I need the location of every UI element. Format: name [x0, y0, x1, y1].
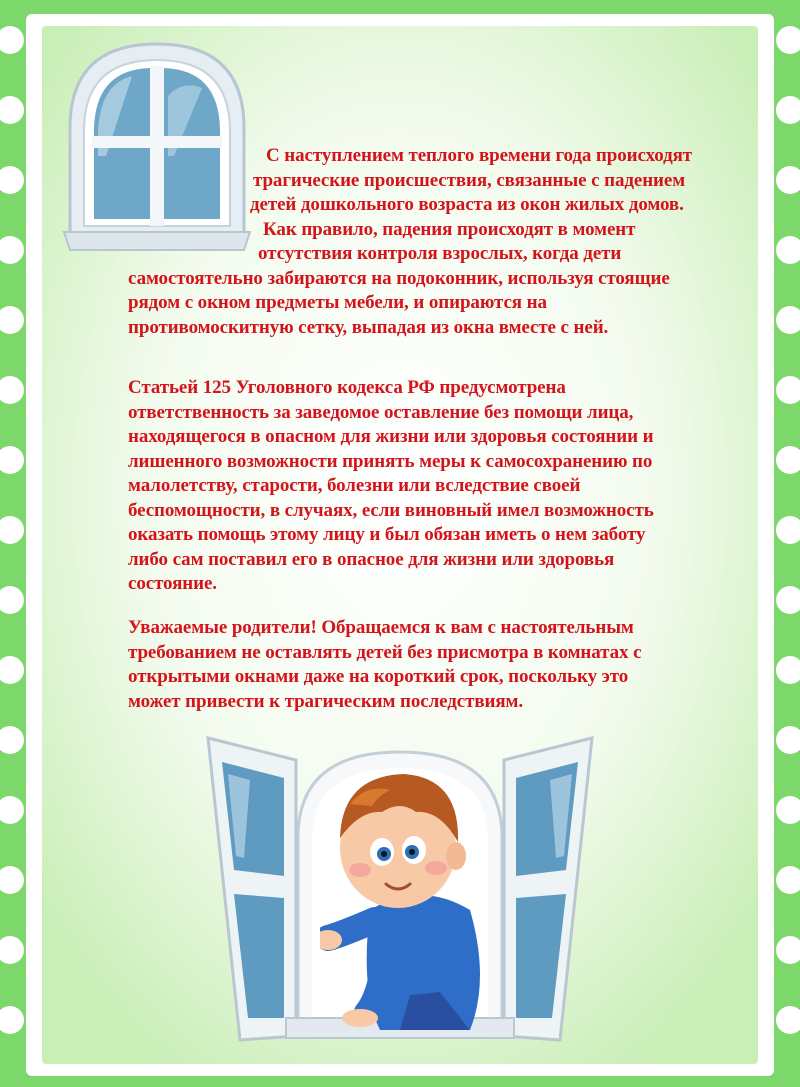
text-line: требованием не оставлять детей без присмотра в комнатах с	[128, 641, 642, 663]
text-line: находящегося в опасном для жизни или здоровья состоянии и	[128, 426, 654, 447]
text-line: открытыми окнами даже на короткий срок, поскольку это	[128, 666, 629, 687]
text-line: состояние.	[128, 573, 217, 594]
text-line: Уважаемые родители! Обращаемся к вам с настоятельным	[128, 617, 634, 638]
text-line: Как правило, падения происходят в момент	[263, 218, 636, 240]
text-line: ответственность за заведомое оставление без помощи лица,	[128, 401, 634, 423]
text-line: отсутствия контроля взрослых, когда дети	[258, 243, 622, 264]
text-line: детей дошкольного возраста из окон жилых домов.	[250, 194, 684, 215]
text-line: оказать помощь этому лицу и был обязан иметь о нем заботу	[128, 524, 646, 545]
text-line: С наступлением теплого времени года происходят	[266, 145, 693, 166]
text-line: малолетству, старости, болезни или вследствие своей	[128, 475, 581, 496]
paragraph-falls-warning	[0, 144, 692, 340]
text-line: противомоскитную сетку, выпадая из окна вместе с ней.	[128, 316, 609, 338]
text-line: лишенного возможности принять меры к самосохранению по	[128, 450, 653, 472]
text-line: рядом с окном предметы мебели, и опираются на	[128, 292, 547, 313]
text-line: трагические происшествия, связанные с падением	[253, 169, 686, 191]
paragraph-parents-appeal	[128, 616, 641, 714]
text-line: либо сам поставил его в опасное для жизни или здоровья	[128, 548, 615, 570]
text-line: может привести к трагическим последствиям.	[128, 690, 523, 712]
text-line: беспомощности, в случаях, если виновный имел возможность	[128, 499, 654, 521]
text-line: самостоятельно забираются на подоконник, используя стоящие	[128, 267, 670, 289]
boy-icon	[320, 760, 520, 1040]
paragraph-criminal-code	[128, 376, 654, 597]
text-line: Статьей 125 Уголовного кодекса РФ предусмотрена	[128, 377, 566, 398]
